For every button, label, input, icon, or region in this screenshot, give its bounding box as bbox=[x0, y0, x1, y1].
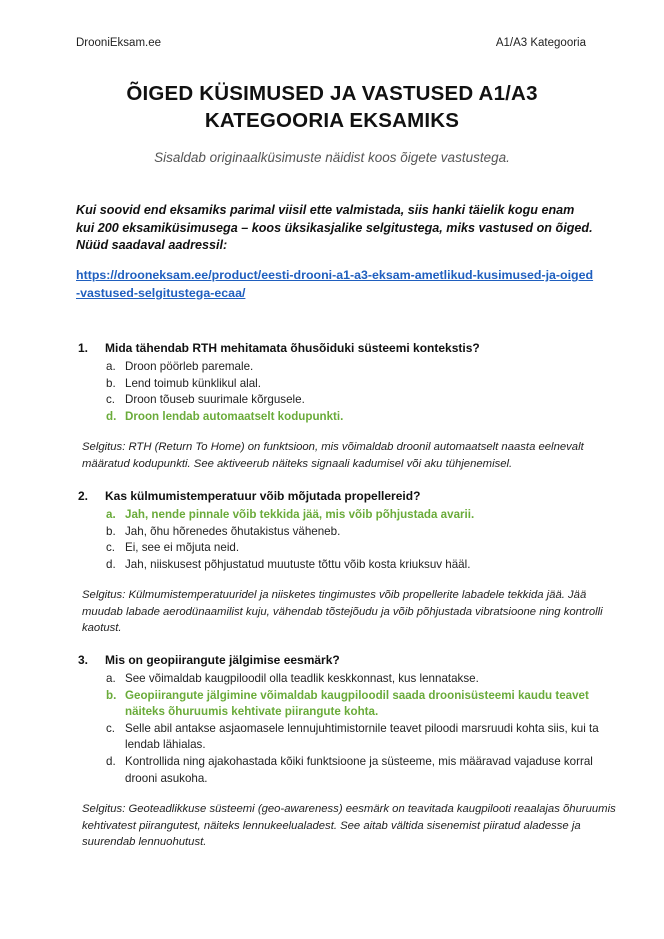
option-a: a. Droon pöörleb paremale. bbox=[106, 360, 254, 373]
question-text: Mis on geopiirangute jälgimise eesmärk? bbox=[105, 653, 340, 667]
question-2 bbox=[78, 488, 623, 637]
page-header bbox=[76, 37, 586, 49]
option-b: b. Jah, õhu hõrenedes õhutakistus väheneb. bbox=[106, 524, 341, 538]
option-c: c. Ei, see ei mõjuta neid. bbox=[106, 541, 240, 555]
product-link[interactable]: https://drooneksam.ee/product/eesti-drooni-a1-a3-eksam-ametlikud-kusimused-ja-oiged-vastused-selgitustega-ecaa/ bbox=[76, 268, 594, 300]
category-label: A1/A3 Kategooria bbox=[495, 37, 586, 49]
question-3 bbox=[78, 652, 623, 850]
question-1 bbox=[78, 340, 623, 472]
option-b: b. Lend toimub künklikul alal. bbox=[106, 376, 261, 390]
options-list bbox=[106, 359, 623, 425]
question-text: Mida tähendab RTH mehitamata õhusõiduki süsteemi kontekstis? bbox=[105, 341, 480, 355]
question-text: Kas külmumistemperatuur võib mõjutada propellereid? bbox=[105, 489, 421, 503]
option-b-correct: b. Geopiirangute jälgimine võimaldab kaugpiloodil saada droonisüsteemi kaudu teavet näiteks õhuruumis kehtivate piirangute kohta. bbox=[106, 688, 589, 719]
page-title: ÕIGED KÜSIMUSED JA VASTUSED A1/A3 KATEGOORIA EKSAMIKS bbox=[126, 82, 538, 132]
explanation: Selgitus: Külmumistemperatuuridel ja niisketes tingimustes võib propellerite labadele tekkida jää. Jää muudab labade aerodünaamilist kuju, vähendab tõstejõudu ja võib põhjustada vibratsioone ning kontrolli kaotust. bbox=[82, 589, 603, 635]
options-list bbox=[106, 671, 623, 787]
explanation: Selgitus: Geoteadlikkuse süsteemi (geo-awareness) eesmärk on teavitada kaugpilooti reaalajas õhuruumis kehtivatest piirangutest, näiteks lennukeelualadest. See aitab vältida sisenemist piiratud aladesse ja suurendab lennuohutust. bbox=[82, 803, 616, 848]
question-number: 1. bbox=[78, 341, 89, 355]
site-name: DrooniEksam.ee bbox=[76, 37, 162, 49]
option-d: d. Jah, niiskusest põhjustatud muutuste tõttu võib kosta kriuksuv hääl. bbox=[106, 557, 471, 571]
option-d-correct: d. Droon lendab automaatselt kodupunkti. bbox=[106, 409, 344, 423]
page-subtitle: Sisaldab originaalküsimuste näidist koos õigete vastustega. bbox=[154, 150, 510, 165]
question-number: 3. bbox=[78, 653, 89, 667]
explanation: Selgitus: RTH (Return To Home) on funktsioon, mis võimaldab droonil automaatselt naasta eelnevalt määratud kodupunkti. See aktiveerub näiteks signaali kadumisel või aku tühjenemisel. bbox=[82, 441, 584, 470]
options-list bbox=[106, 507, 623, 573]
question-number: 2. bbox=[78, 489, 89, 503]
option-a-correct: a. Jah, nende pinnale võib tekkida jää, mis võib põhjustada avarii. bbox=[106, 508, 475, 521]
option-a: a. See võimaldab kaugpiloodil olla teadlik keskkonnast, kus lennatakse. bbox=[106, 672, 479, 685]
option-c: c. Selle abil antakse asjaomasele lennujuhtimistornile teavet piloodi marsruudi kohta siis, kui ta lendab lähialas. bbox=[106, 721, 599, 752]
option-d: d. Kontrollida ning ajakohastada kõiki funktsioone ja süsteeme, mis määravad vajaduse korral drooni asukoha. bbox=[106, 754, 593, 785]
option-c: c. Droon tõuseb suurimale kõrgusele. bbox=[106, 393, 305, 407]
promo-text: Kui soovid end eksamiks parimal viisil ette valmistada, siis hanki täielik kogu enam kui 200 eksamiküsimusega – koos üksikasjalike selgitustega, miks vastused on õiged. Nüüd saadaval aadressil: bbox=[76, 203, 593, 252]
